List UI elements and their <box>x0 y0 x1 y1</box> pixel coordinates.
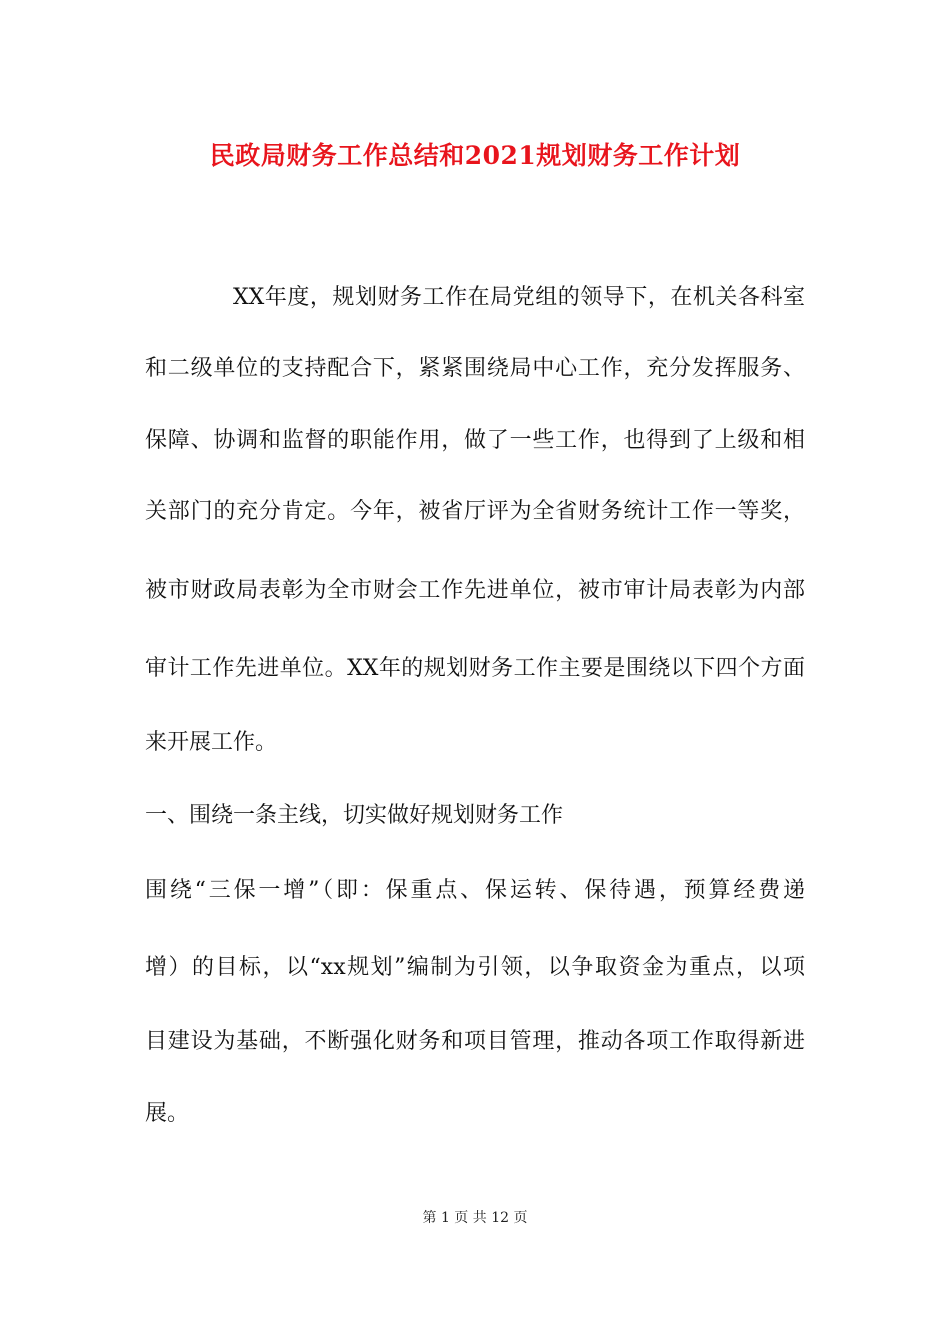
paragraph-line-11: 展。 <box>145 1101 190 1126</box>
document-title: 民政局财务工作总结和2021规划财务工作计划 <box>209 141 741 170</box>
paragraph-line-7: 来开展工作。 <box>145 730 278 755</box>
paragraph-line-9: 增）的目标，以“xx规划”编制为引领，以争取资金为重点，以项 <box>145 955 805 980</box>
paragraph-line-3: 保障、协调和监督的职能作用，做了一些工作，也得到了上级和相 <box>145 428 805 453</box>
paragraph-line-8: 围绕“三保一增”（即：保重点、保运转、保待遇，预算经费递 <box>145 878 805 903</box>
paragraph-line-5: 被市财政局表彰为全市财会工作先进单位，被市审计局表彰为内部 <box>145 578 805 603</box>
paragraph-line-4: 关部门的充分肯定。今年，被省厅评为全省财务统计工作一等奖， <box>145 499 805 524</box>
paragraph-line-10: 目建设为基础，不断强化财务和项目管理，推动各项工作取得新进 <box>145 1029 805 1054</box>
page-footer: 第 1 页 共 12 页 <box>422 1210 528 1226</box>
section-heading-1: 一、围绕一条主线，切实做好规划财务工作 <box>145 803 564 828</box>
paragraph-line-6: 审计工作先进单位。XX年的规划财务工作主要是围绕以下四个方面 <box>145 656 805 681</box>
paragraph-line-1: XX年度，规划财务工作在局党组的领导下，在机关各科室 <box>233 285 805 310</box>
paragraph-line-2: 和二级单位的支持配合下，紧紧围绕局中心工作，充分发挥服务、 <box>145 356 805 381</box>
